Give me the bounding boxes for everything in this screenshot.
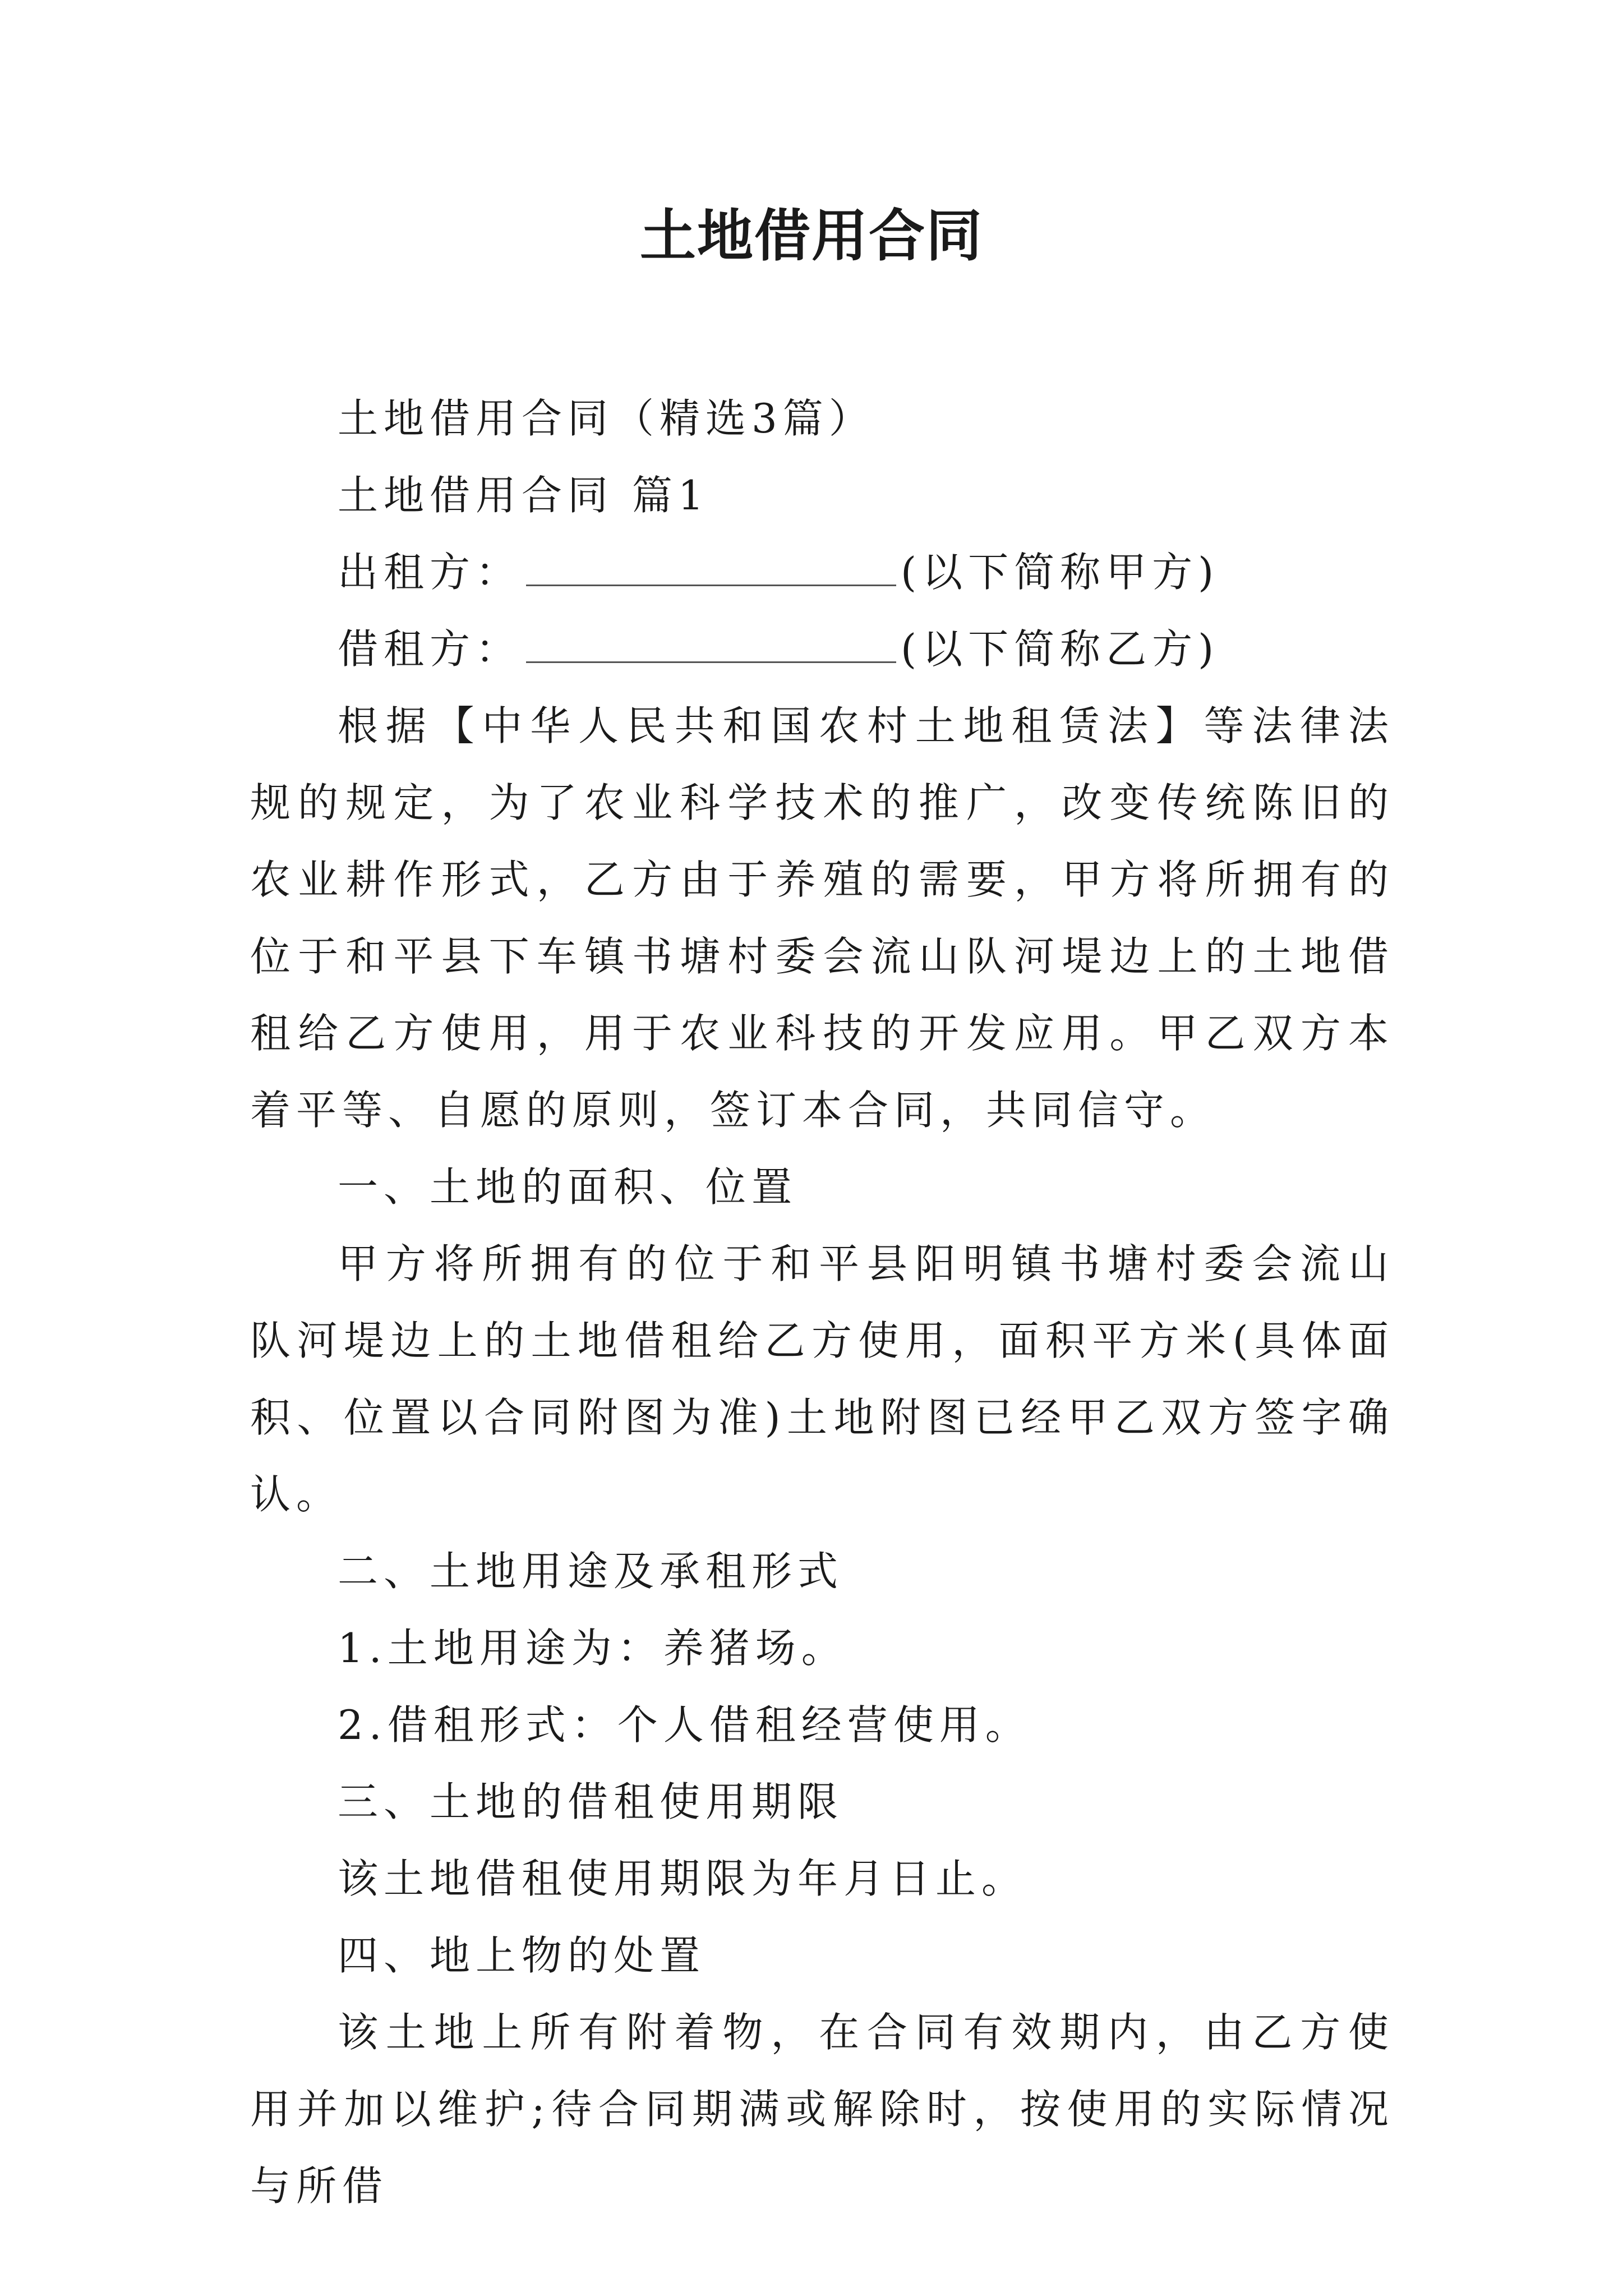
- clause4-heading: 四、地上物的处置: [338, 1932, 706, 1979]
- lessee-blank: [526, 628, 896, 663]
- lessee-line: [250, 611, 1394, 688]
- subtitle-line: 土地借用合同（精选3篇）: [338, 395, 875, 442]
- clause2-heading: 二、土地用途及承租形式: [338, 1548, 844, 1595]
- lessor-blank: [526, 551, 896, 586]
- clause1-heading: 一、土地的面积、位置: [338, 1163, 798, 1211]
- clause4-text: 该土地上所有附着物，在合同有效期内，由乙方使用并加以维护;待合同期满或解除时，按使用的实际情况与所借: [250, 2009, 1394, 2210]
- clause3-text: 该土地借租使用期限为年月日止。: [338, 1855, 1028, 1902]
- lessee-suffix: (以下简称乙方): [901, 625, 1220, 673]
- lessee-label: 借租方：: [338, 625, 522, 673]
- lessor-line: [250, 534, 1394, 611]
- lessor-label: 出租方：: [338, 549, 522, 596]
- section-heading: 土地借用合同 篇1: [338, 472, 709, 519]
- lessor-suffix: (以下简称甲方): [901, 549, 1220, 596]
- clause3-heading: 三、土地的借租使用期限: [338, 1778, 844, 1825]
- clause2-item2: 2.借租形式：个人借租经营使用。: [338, 1701, 1031, 1749]
- clause2-item1: 1.土地用途为：养猪场。: [338, 1625, 847, 1672]
- document-body: [250, 380, 1394, 2225]
- document-title: 土地借用合同: [640, 203, 983, 269]
- clause1-text: 甲方将所拥有的位于和平县阳明镇书塘村委会流山队河堤边上的土地借租给乙方使用，面积平方米(具体面积、位置以合同附图为准)土地附图已经甲乙双方签字确认。: [250, 1240, 1394, 1518]
- intro-paragraph: 根据【中华人民共和国农村土地租赁法】等法律法规的规定，为了农业科学技术的推广，改变传统陈旧的农业耕作形式，乙方由于养殖的需要，甲方将所拥有的位于和平县下车镇书塘村委会流山队河堤边上的土地借租给乙方使用，用于农业科技的开发应用。甲乙双方本着平等、自愿的原则，签订本合同，共同信守。: [250, 702, 1394, 1134]
